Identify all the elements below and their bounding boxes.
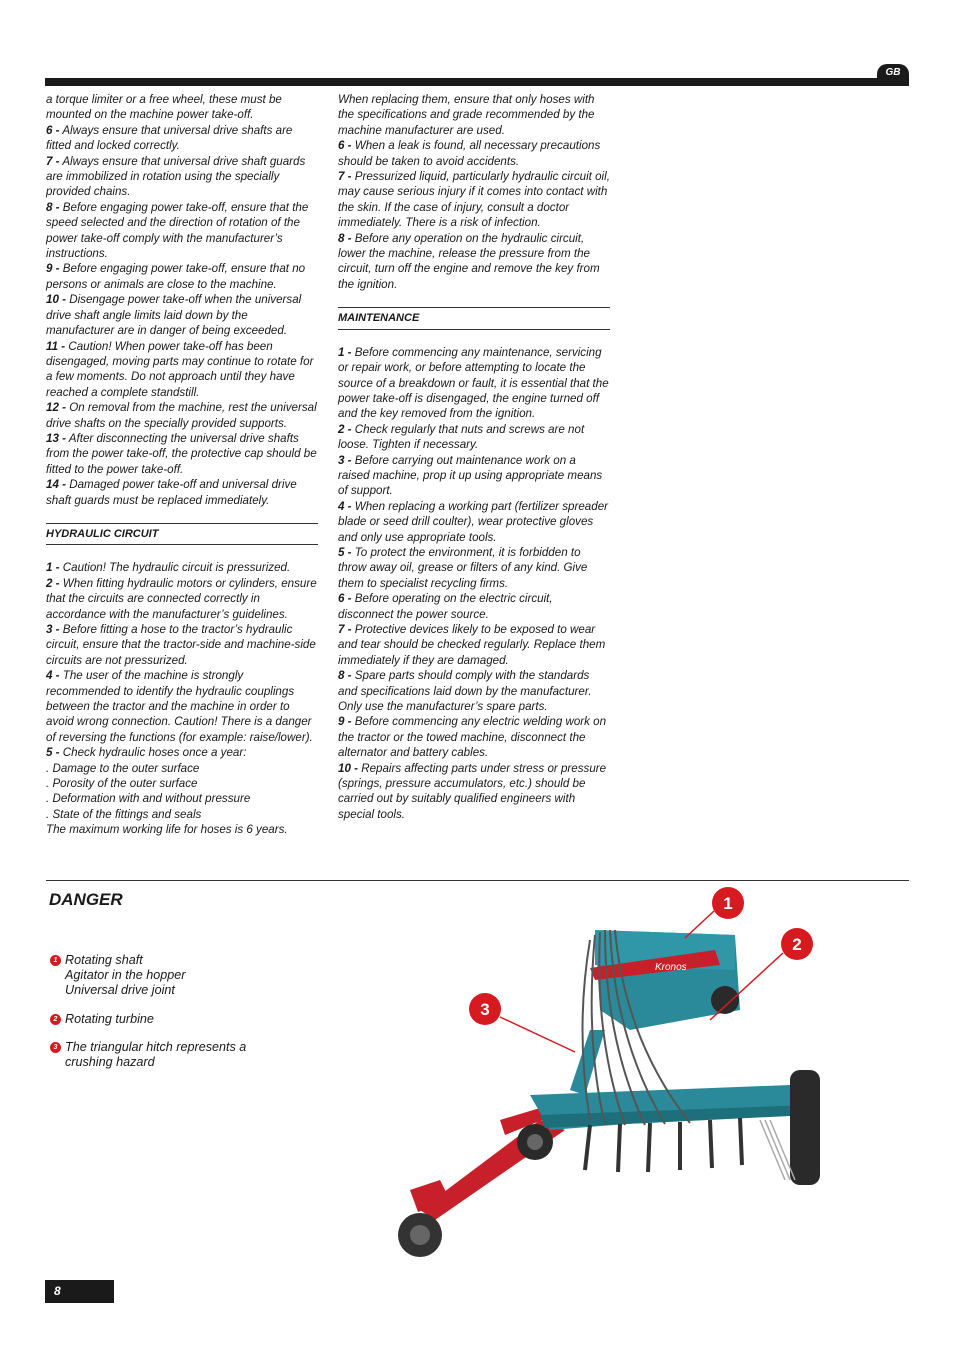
danger-title: DANGER bbox=[49, 890, 123, 909]
legend-item: 1 Rotating shaft Agitator in the hopper Universal drive joint bbox=[50, 953, 185, 997]
list-item: 7 - Pressurized liquid, particularly hydraulic circuit oil, may cause serious injury if it comes into contact with the skin. If the case of injury, consult a doctor immediately. There is a risk of infection. bbox=[338, 170, 610, 230]
number-2-icon: 2 bbox=[50, 1014, 61, 1025]
right-column bbox=[338, 92, 610, 822]
list-item: 5 - To protect the environment, it is forbidden to throw away oil, grease or filters of any kind. Give them to specialist recycling firms. bbox=[338, 545, 588, 590]
brand-text: Kronos bbox=[655, 962, 687, 973]
list-item: 2 - Check regularly that nuts and screws are not loose. Tighten if necessary. bbox=[338, 422, 585, 452]
header-bar bbox=[45, 78, 909, 86]
list-item: 7 - Protective devices likely to be exposed to wear and tear should be checked regularly. Replace them immediately if they are damaged. bbox=[338, 623, 606, 667]
list-item: 9 - Before commencing any electric welding work on the tractor or the towed machine, disconnect the alternator and battery cables. bbox=[338, 715, 607, 760]
list-item: 11 - Caution! When power take-off has been disengaged, moving parts may continue to rotate for a few moments. Do not approach until they have reached a complete standstill. bbox=[46, 339, 314, 399]
seed-drill-illustration bbox=[390, 880, 835, 1270]
left-column bbox=[46, 92, 318, 838]
list-item: 8 - Spare parts should comply with the standards and specifications laid down by the manufacturer. Only use the manufacturer’s spare parts. bbox=[338, 669, 592, 714]
check-item: . Deformation with and without pressure bbox=[46, 792, 251, 806]
list-item: 4 - When replacing a working part (fertilizer spreader blade or seed drill coulter), wear protective gloves and only use appropriate tools. bbox=[338, 499, 609, 544]
paragraph: a torque limiter or a free wheel, these must be mounted on the machine power take-off. bbox=[46, 93, 282, 122]
paragraph: The maximum working life for hoses is 6 years. bbox=[46, 823, 288, 837]
list-item: 8 - Before any operation on the hydraulic circuit, lower the machine, release the pressure from the circuit, turn off the engine and remove the key from the ignition. bbox=[338, 231, 600, 291]
list-item: 1 - Caution! The hydraulic circuit is pressurized. bbox=[46, 561, 291, 575]
check-item: . State of the fittings and seals bbox=[46, 807, 202, 821]
number-3-icon: 3 bbox=[50, 1042, 61, 1053]
list-item: 7 - Always ensure that universal drive shaft guards are immobilized in rotation using the specially provided chains. bbox=[46, 154, 306, 199]
list-item: 3 - Before carrying out maintenance work on a raised machine, prop it up using appropriate means of support. bbox=[338, 453, 603, 498]
list-item: 10 - Disengage power take-off when the universal drive shaft angle limits laid down by the manufacturer are in danger of being exceeded. bbox=[46, 293, 302, 338]
list-item: 2 - When fitting hydraulic motors or cylinders, ensure that the circuits are connected correctly in accordance with the manufacturer’s guidelines. bbox=[46, 576, 317, 621]
svg-text:3: 3 bbox=[480, 1000, 490, 1019]
list-item: 6 - When a leak is found, all necessary precautions should be taken to avoid accidents. bbox=[338, 139, 601, 168]
language-tab: GB bbox=[877, 64, 909, 86]
check-item: . Damage to the outer surface bbox=[46, 761, 200, 775]
list-item: 3 - Before fitting a hose to the tractor’s hydraulic circuit, ensure that the tractor-side and machine-side circuits are not pressurized. bbox=[46, 623, 316, 667]
legend-item: 2 Rotating turbine bbox=[50, 1012, 154, 1027]
list-item: 1 - Before commencing any maintenance, servicing or repair work, or before attempting to locate the source of a breakdown or fault, it is essential that the power take-off is disengaged, the engine turned off and the key removed from the ignition. bbox=[338, 345, 609, 421]
check-item: . Porosity of the outer surface bbox=[46, 777, 198, 791]
list-item: 9 - Before engaging power take-off, ensure that no persons or animals are close to the machine. bbox=[46, 262, 306, 291]
number-1-icon: 1 bbox=[50, 955, 61, 966]
paragraph: When replacing them, ensure that only hoses with the specifications and grade recommended by the machine manufacturer are used. bbox=[338, 93, 595, 137]
list-item: 8 - Before engaging power take-off, ensure that the speed selected and the direction of rotation of the power take-off comply with the manufacturer’s instructions. bbox=[46, 200, 309, 261]
list-item: 13 - After disconnecting the universal drive shafts from the power take-off, the protective cap should be fitted to the power take-off. bbox=[46, 431, 317, 476]
list-item: 12 - On removal from the machine, rest the universal drive shafts on the specially provided supports. bbox=[46, 401, 317, 430]
section-heading-hydraulic: HYDRAULIC CIRCUIT bbox=[46, 523, 318, 545]
list-item: 6 - Before operating on the electric circuit, disconnect the power source. bbox=[338, 592, 553, 621]
section-heading-maintenance: MAINTENANCE bbox=[338, 307, 610, 329]
list-item: 4 - The user of the machine is strongly recommended to identify the hydraulic couplings between the tractor and the machine in order to avoid wrong connection. Caution! There is a danger of reversing the functions (for example: raise/lower). bbox=[46, 669, 313, 744]
page-number: 8 bbox=[45, 1280, 114, 1303]
list-item: 6 - Always ensure that universal drive shafts are fitted and locked correctly. bbox=[46, 123, 293, 153]
svg-text:2: 2 bbox=[792, 935, 802, 954]
list-item: 10 - Repairs affecting parts under stress or pressure (springs, pressure accumulators, etc.) should be carried out by suitably qualified engineers with special tools. bbox=[338, 761, 607, 821]
svg-text:1: 1 bbox=[723, 894, 733, 913]
list-item: 14 - Damaged power take-off and universal drive shaft guards must be replaced immediately. bbox=[46, 478, 297, 507]
list-item: 5 - Check hydraulic hoses once a year: bbox=[46, 746, 247, 760]
legend-item: 3 The triangular hitch represents a crushing hazard bbox=[50, 1040, 246, 1070]
